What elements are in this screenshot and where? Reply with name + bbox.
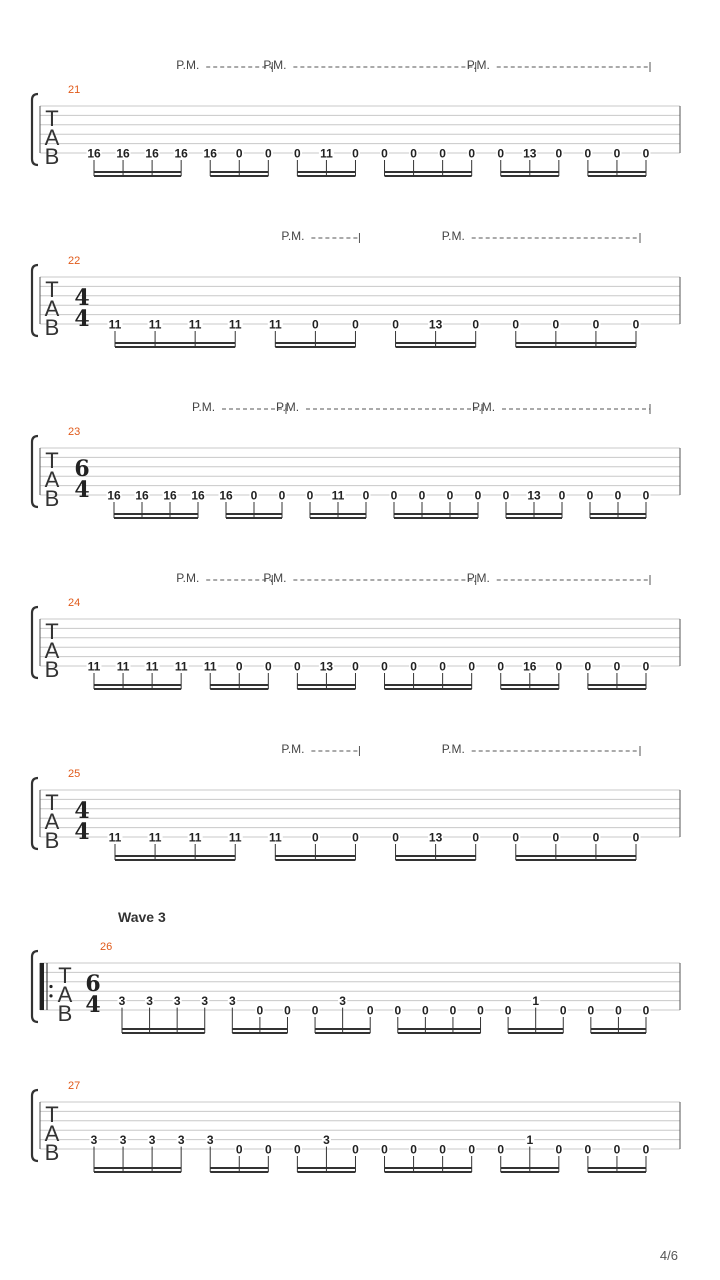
fret-number: 3: [173, 994, 181, 1009]
fret-number: 0: [294, 146, 301, 161]
measure-number: 23: [68, 426, 81, 438]
tab-letter-a: A: [57, 982, 73, 1007]
fret-number: 0: [264, 659, 272, 674]
fret-number: 0: [392, 317, 399, 332]
fret-number: 3: [323, 1133, 330, 1148]
tab-system-27: [32, 1080, 680, 1172]
fret-number: 0: [512, 830, 520, 845]
fret-number: 0: [558, 488, 566, 503]
fret-number: 13: [428, 317, 443, 332]
fret-number: 0: [418, 488, 426, 503]
tab-letter-a: A: [44, 638, 60, 663]
fret-number: 0: [584, 146, 592, 161]
tab-system-21: [32, 58, 680, 176]
tab-system-25: [32, 742, 680, 860]
fret-number: 0: [264, 1142, 272, 1157]
fret-number: 0: [468, 659, 476, 674]
fret-number: 16: [135, 488, 149, 503]
time-signature-bottom: 4: [74, 477, 90, 503]
fret-number: 0: [381, 1142, 388, 1157]
tab-letter-t: T: [45, 448, 59, 473]
system-bracket: [32, 778, 38, 849]
fret-number: 0: [555, 146, 563, 161]
palm-mute-label: P.M.: [176, 58, 200, 72]
time-signature-top: 4: [74, 285, 90, 311]
fret-number: 0: [250, 488, 258, 503]
tab-letter-b: B: [44, 486, 60, 511]
palm-mute-label: P.M.: [466, 571, 490, 585]
fret-number: 0: [497, 146, 505, 161]
fret-number: 3: [177, 1133, 185, 1148]
measure-number: 22: [68, 255, 81, 267]
fret-number: 0: [352, 659, 359, 674]
fret-number: 11: [320, 146, 333, 161]
fret-number: 0: [235, 146, 243, 161]
tab-letter-a: A: [44, 467, 60, 492]
fret-number: 0: [642, 659, 650, 674]
tab-letter-b: B: [44, 315, 60, 340]
fret-number: 3: [90, 1133, 98, 1148]
fret-number: 0: [284, 1003, 291, 1018]
section-title-wave-3: Wave 3: [118, 909, 166, 925]
palm-mute-label: P.M.: [472, 400, 496, 414]
fret-number: 3: [206, 1133, 214, 1148]
tab-letter-b: B: [44, 657, 60, 682]
fret-number: 0: [381, 659, 388, 674]
fret-number: 11: [203, 659, 217, 674]
fret-number: 0: [235, 659, 243, 674]
tab-letter-b: B: [44, 1140, 60, 1165]
repeat-thick-bar: [40, 963, 44, 1010]
fret-number: 0: [306, 488, 314, 503]
palm-mute-label: P.M.: [441, 229, 465, 243]
fret-number: 0: [468, 146, 476, 161]
fret-number: 11: [145, 659, 159, 674]
palm-mute-label: P.M.: [281, 229, 305, 243]
tab-letter-t: T: [45, 106, 59, 131]
fret-number: 0: [312, 317, 319, 332]
fret-number: 0: [394, 1003, 402, 1018]
fret-number: 1: [532, 994, 540, 1009]
fret-number: 0: [312, 830, 319, 845]
fret-number: 0: [294, 659, 301, 674]
fret-number: 0: [502, 488, 510, 503]
fret-number: 1: [526, 1133, 534, 1148]
tab-letter-t: T: [45, 619, 59, 644]
fret-number: 0: [390, 488, 398, 503]
measure-number: 25: [68, 768, 81, 780]
palm-mute-label: P.M.: [263, 571, 287, 585]
fret-number: 11: [174, 659, 188, 674]
system-bracket: [32, 436, 38, 507]
tab-letter-b: B: [44, 144, 60, 169]
fret-number: 0: [392, 830, 399, 845]
fret-number: 0: [366, 1003, 374, 1018]
fret-number: 0: [615, 1003, 622, 1018]
tab-system-26: [32, 941, 680, 1033]
fret-number: 0: [642, 146, 650, 161]
fret-number: 0: [410, 1142, 417, 1157]
fret-number: 11: [108, 317, 122, 332]
fret-number: 0: [410, 659, 417, 674]
time-signature-top: 6: [74, 456, 90, 482]
fret-number: 11: [228, 317, 242, 332]
fret-number: 16: [116, 146, 130, 161]
fret-number: 0: [592, 830, 600, 845]
tab-letter-b: B: [57, 1001, 73, 1026]
system-bracket: [32, 951, 38, 1022]
fret-number: 16: [87, 146, 101, 161]
tab-system-23: [32, 400, 680, 518]
fret-number: 0: [439, 146, 446, 161]
fret-number: 11: [268, 317, 282, 332]
fret-number: 0: [613, 659, 621, 674]
fret-number: 11: [188, 830, 202, 845]
fret-number: 16: [191, 488, 205, 503]
time-signature-bottom: 4: [85, 992, 101, 1018]
fret-number: 11: [116, 659, 130, 674]
measure-number: 21: [68, 84, 81, 96]
measure-number: 26: [100, 941, 113, 953]
fret-number: 0: [632, 830, 640, 845]
tab-system-24: [32, 571, 680, 689]
palm-mute-label: P.M.: [276, 400, 300, 414]
palm-mute-label: P.M.: [441, 742, 465, 756]
fret-number: 0: [642, 488, 650, 503]
time-signature-top: 4: [74, 798, 90, 824]
fret-number: 0: [256, 1003, 264, 1018]
tab-letter-a: A: [44, 296, 60, 321]
page-number: 4/6: [659, 1248, 678, 1263]
fret-number: 0: [446, 488, 454, 503]
fret-number: 0: [439, 659, 446, 674]
fret-number: 16: [107, 488, 121, 503]
fret-number: 3: [228, 994, 236, 1009]
tab-letter-t: T: [45, 1102, 59, 1127]
fret-number: 0: [497, 1142, 505, 1157]
fret-number: 0: [613, 1142, 621, 1157]
tab-letter-b: B: [44, 828, 60, 853]
tab-letter-a: A: [44, 125, 60, 150]
fret-number: 16: [523, 659, 537, 674]
palm-mute-label: P.M.: [263, 58, 287, 72]
fret-number: 0: [352, 317, 359, 332]
tab-letter-a: A: [44, 1121, 60, 1146]
fret-number: 3: [201, 994, 209, 1009]
fret-number: 0: [474, 488, 482, 503]
fret-number: 0: [381, 146, 388, 161]
fret-number: 0: [264, 146, 272, 161]
fret-number: 0: [410, 146, 417, 161]
fret-number: 0: [449, 1003, 457, 1018]
fret-number: 0: [362, 488, 370, 503]
fret-number: 11: [268, 830, 282, 845]
fret-number: 0: [592, 317, 600, 332]
fret-number: 13: [428, 830, 443, 845]
fret-number: 0: [584, 659, 592, 674]
fret-number: 11: [87, 659, 101, 674]
fret-number: 0: [586, 488, 594, 503]
fret-number: 16: [145, 146, 159, 161]
fret-number: 16: [163, 488, 177, 503]
fret-number: 11: [331, 488, 345, 503]
fret-number: 3: [339, 994, 346, 1009]
fret-number: 0: [352, 830, 359, 845]
fret-number: 0: [552, 317, 560, 332]
system-bracket: [32, 94, 38, 165]
fret-number: 13: [319, 659, 334, 674]
fret-number: 3: [118, 994, 126, 1009]
fret-number: 0: [439, 1142, 446, 1157]
fret-number: 0: [587, 1003, 595, 1018]
fret-number: 0: [497, 659, 505, 674]
fret-number: 3: [148, 1133, 156, 1148]
fret-number: 0: [555, 659, 563, 674]
fret-number: 0: [504, 1003, 512, 1018]
palm-mute-label: P.M.: [281, 742, 305, 756]
measure-number: 27: [68, 1080, 81, 1092]
fret-number: 0: [555, 1142, 563, 1157]
fret-number: 0: [235, 1142, 243, 1157]
time-signature-top: 6: [85, 971, 101, 997]
fret-number: 0: [559, 1003, 567, 1018]
fret-number: 16: [203, 146, 217, 161]
system-bracket: [32, 1090, 38, 1161]
fret-number: 0: [642, 1142, 650, 1157]
system-bracket: [32, 607, 38, 678]
fret-number: 0: [642, 1003, 650, 1018]
fret-number: 11: [228, 830, 242, 845]
fret-number: 11: [108, 830, 122, 845]
time-signature-bottom: 4: [74, 306, 90, 332]
fret-number: 0: [512, 317, 520, 332]
time-signature-bottom: 4: [74, 819, 90, 845]
fret-number: 13: [527, 488, 541, 503]
fret-number: 0: [278, 488, 286, 503]
system-bracket: [32, 265, 38, 336]
tab-letter-t: T: [45, 790, 59, 815]
fret-number: 0: [352, 1142, 359, 1157]
measure-number: 24: [68, 597, 81, 609]
palm-mute-label: P.M.: [192, 400, 216, 414]
fret-number: 0: [584, 1142, 592, 1157]
repeat-dot: [49, 985, 52, 988]
fret-number: 0: [477, 1003, 484, 1018]
palm-mute-label: P.M.: [466, 58, 490, 72]
fret-number: 0: [472, 317, 480, 332]
fret-number: 13: [523, 146, 537, 161]
fret-number: 11: [148, 317, 162, 332]
fret-number: 0: [552, 830, 560, 845]
tab-letter-a: A: [44, 809, 60, 834]
fret-number: 0: [422, 1003, 429, 1018]
fret-number: 0: [632, 317, 640, 332]
fret-number: 11: [148, 830, 162, 845]
fret-number: 16: [219, 488, 233, 503]
repeat-dot: [49, 994, 52, 997]
fret-number: 16: [174, 146, 188, 161]
tab-system-22: [32, 229, 680, 347]
fret-number: 0: [472, 830, 480, 845]
fret-number: 3: [146, 994, 153, 1009]
fret-number: 3: [119, 1133, 127, 1148]
tab-letter-t: T: [45, 277, 59, 302]
fret-number: 0: [614, 488, 622, 503]
fret-number: 0: [468, 1142, 476, 1157]
palm-mute-label: P.M.: [176, 571, 200, 585]
fret-number: 0: [294, 1142, 301, 1157]
fret-number: 0: [613, 146, 621, 161]
fret-number: 0: [311, 1003, 319, 1018]
fret-number: 0: [352, 146, 359, 161]
tab-letter-t: T: [58, 963, 72, 988]
fret-number: 11: [188, 317, 202, 332]
